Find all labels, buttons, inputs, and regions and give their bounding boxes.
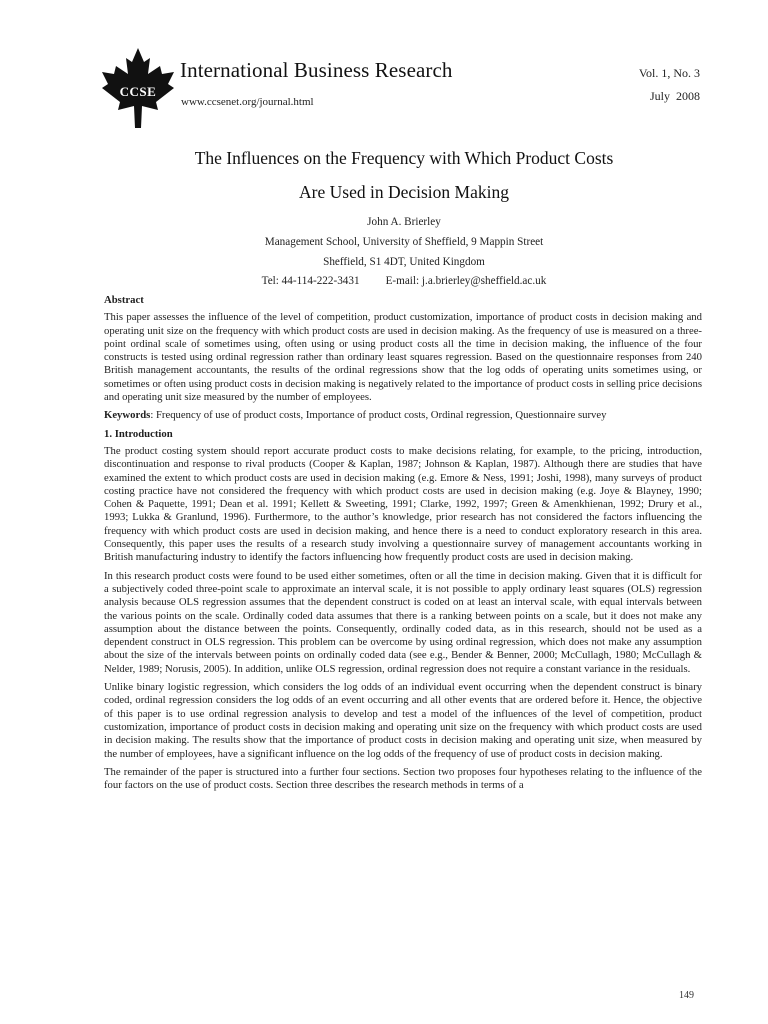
abstract-heading: Abstract: [104, 294, 144, 306]
abstract-text: This paper assesses the influence of the level of competition, product customization, importance of product costs in decision making and operating unit size on the frequency with which product costs are used in decision making. As the frequency of use is measured on a three-point ordinal scale of sometimes using, often using or using product costs all the time in decision making, the influence of the four constructs is tested using ordinal regression rather than ordinary least squares regression. Based on the questionnaire responses from 240 British management accountants, the results of the ordinal regressions show that the log odds of operating units sometimes using, or sometimes or often using product costs in decision making is negatively related to the importance of product costs in selling price decisions and operating unit size measured by the number of employees.: [104, 311, 702, 404]
affiliation-line-1: Management School, University of Sheffield, 9 Mappin Street: [264, 236, 544, 248]
paper-title-line-1: The Influences on the Frequency with Which Product Costs: [194, 148, 614, 168]
logo-text: CCSE: [119, 84, 157, 99]
author-name: John A. Brierley: [367, 216, 441, 228]
journal-title: International Business Research: [180, 58, 453, 82]
keywords: [104, 409, 702, 422]
intro-paragraph: Unlike binary logistic regression, which considers the log odds of an individual event occurring when the dependent construct is binary coded, ordinal regression considers the log odds of an event occurring and all other events that are ordered before it. Hence, the objective of this paper is to use ordinal regression analysis to develop and test a model of the influences of the level of competition, product customization, importance of product costs in decision making and operating unit size on the frequency with which product costs are used in decision making. The results show that the importance of product costs in decision making and operating unit size, when measured by the number of employees, have a significant influence on the log odds of the frequency of use of product costs in decision making.: [104, 681, 702, 760]
introduction-heading: 1. Introduction: [104, 427, 173, 440]
intro-paragraph: The product costing system should report accurate product costs to make decisions relating, for example, to the pricing, introduction, discontinuation and response to rival products (Cooper & Kaplan, 1987; Johnson & Kaplan, 1987). Although there are studies that have examined the extent to which product costs are used in decision making (e.g. Emore & Ness, 1991; Joshi, 1998), many surveys of product costing practice have not considered the frequency with which product costs are used in decision making (e.g. Joye & Blayney, 1990; Cohen & Paquette, 1991; Dean et al. 1991; Kellett & Sweeting, 1991; Clarke, 1992, 1997; Green & Amenkhienan, 1992; Drury et al., 1993; Lukka & Granlund, 1996). Furthermore, to the author’s knowledge, prior research has not considered the factors influencing the frequency with which product costs are used in decision making, and hence there is a need to conduct exploratory research in this area. Consequently, this paper uses the results of a research study involving a questionnaire survey of management accountants working in British manufacturing industry to identify the factors influencing how frequently product costs are used in decision making.: [104, 444, 702, 564]
paper-title-line-2: Are Used in Decision Making: [299, 182, 509, 202]
journal-url[interactable]: www.ccsenet.org/journal.html: [181, 96, 314, 108]
issue-date: July 2008: [649, 89, 700, 103]
contact-line: [104, 275, 704, 287]
keywords-text: : Frequency of use of product costs, Importance of product costs, Ordinal regression, Questionnaire survey: [150, 409, 607, 422]
telephone: Tel: 44-114-222-3431: [261, 275, 360, 287]
ccse-maple-leaf-logo: [100, 46, 176, 130]
affiliation-line-2: Sheffield, S1 4DT, United Kingdom: [323, 256, 485, 268]
intro-paragraph: In this research product costs were found to be used either sometimes, often or all the time in decision making. Given that it is difficult for a subjectively coded three-point scale to approximate an interval scale, it is not possible to apply ordinary least squares (OLS) regression analysis because OLS regression assumes that the dependent construct is coded on at least an interval scale, with equal intervals between the various points on the scale. Ordinally coded data assumes that there is a ranking between points on a scale, but it does not make any assumption about the distance between the points. Consequently, ordinally coded data, as in this research, should not be used as a dependent construct in OLS regression. This problem can be overcome by using ordinal regression, which does not make any assumption about the size of the intervals between points on ordinally coded data (see e.g., Bender & Benner, 2000; McCullagh, 1980; McCullagh & Nelder, 1989; Norusis, 2005). In addition, unlike OLS regression, ordinal regression does not require a constant variance in the residuals.: [104, 569, 702, 675]
email[interactable]: E-mail: j.a.brierley@sheffield.ac.uk: [385, 275, 547, 287]
page-number: 149: [679, 990, 694, 1001]
keywords-label: Keywords: [104, 409, 151, 422]
paper-body: [104, 294, 702, 797]
intro-paragraph: The remainder of the paper is structured into a further four sections. Section two proposes four hypotheses relating to the influence of the four factors on the use of product costs. Section three describes the research methods in terms of a: [104, 765, 702, 792]
volume-issue: Vol. 1, No. 3: [638, 66, 700, 80]
